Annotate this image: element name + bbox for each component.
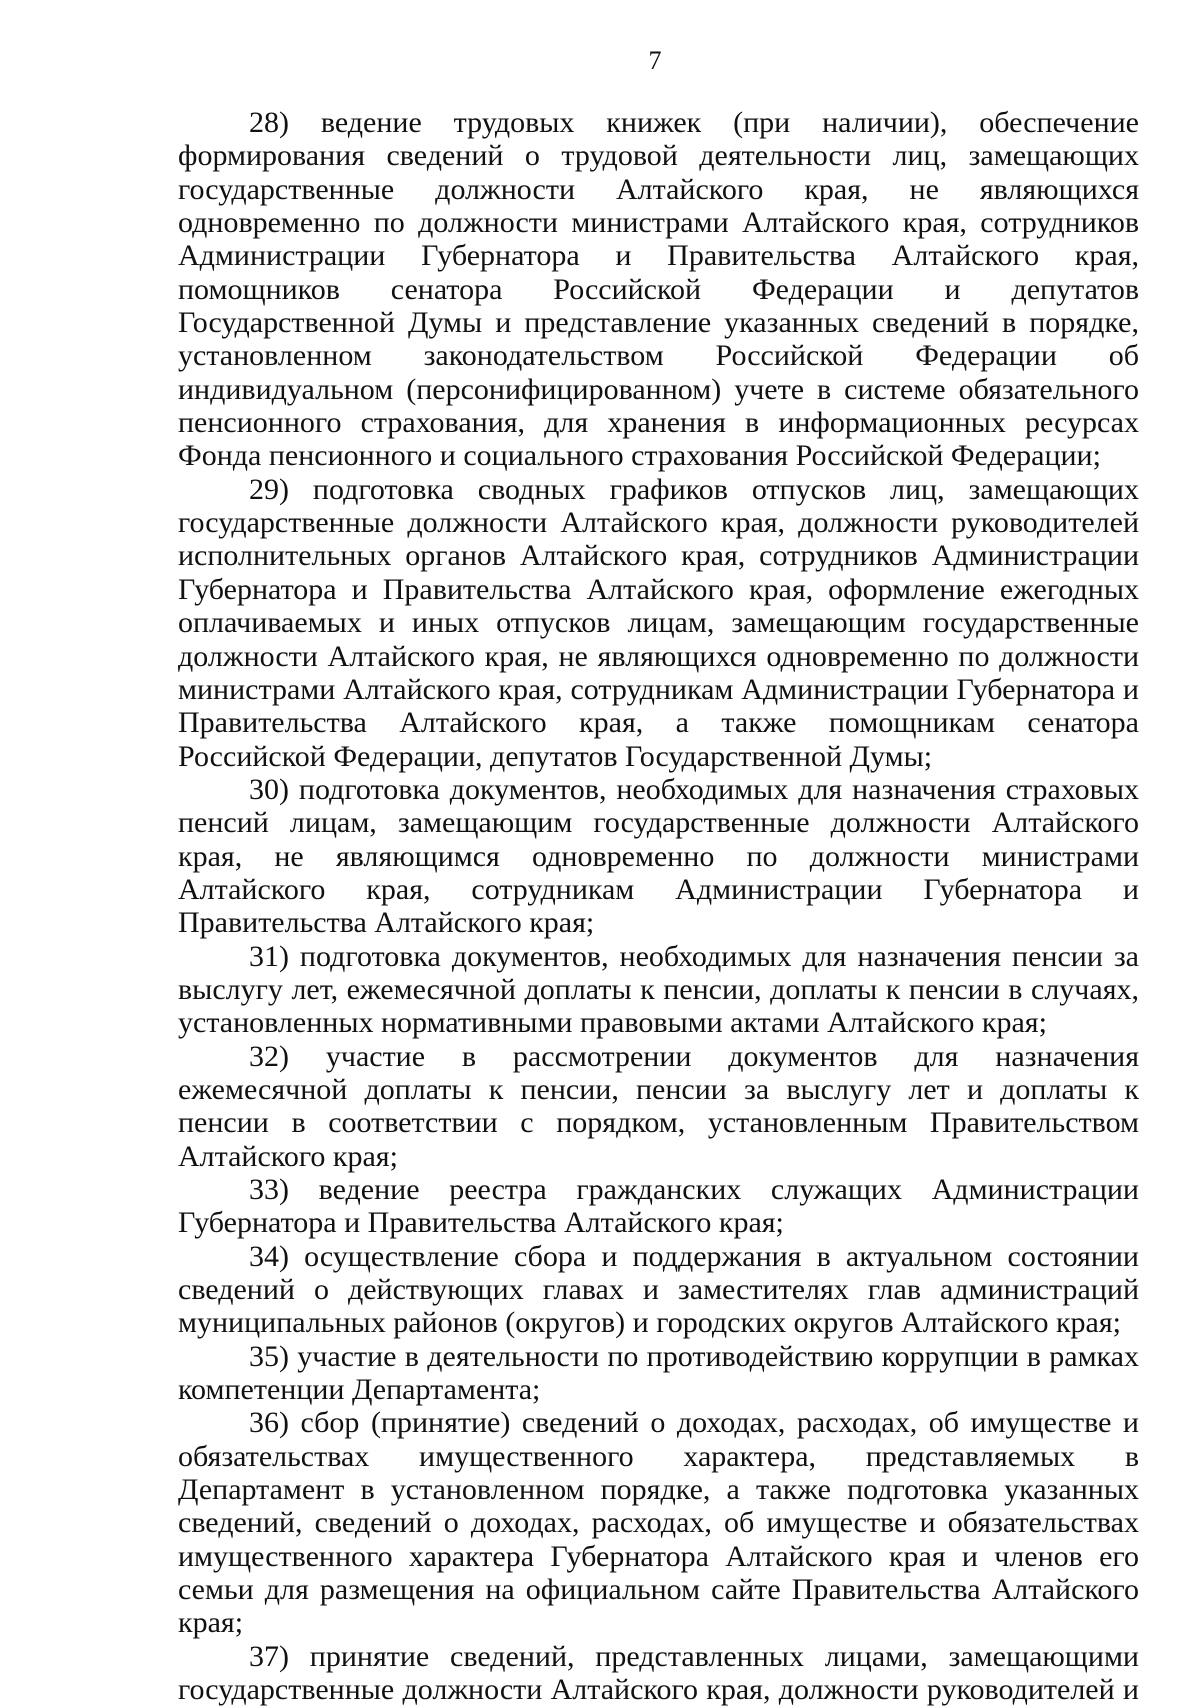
page-number: 7 [648, 46, 662, 75]
paragraph-32: 32) участие в рассмотрении документов для назначения ежемесячной доплаты к пенсии, пенсии за выслугу лет и доплаты к пенсии в соответствии с порядком, установленным Правительством Алтайского края; [178, 1039, 1139, 1173]
paragraph-37: 37) принятие сведений, представленных лицами, замещающими государственные должности Алтайского края, должности руководителей и [178, 1639, 1139, 1707]
paragraph-30: 30) подготовка документов, необходимых для назначения страховых пенсий лицам, замещающим государственные должности Алтайского края, не являющимся одновременно по должности министрами Алтайского края, сотрудникам Администрации Губернатора и Правительства Алтайского края; [178, 772, 1139, 940]
document-body [178, 106, 1139, 1707]
paragraph-35: 35) участие в деятельности по противодействию коррупции в рамках компетенции Департамента; [178, 1339, 1139, 1407]
paragraph-34: 34) осуществление сбора и поддержания в актуальном состоянии сведений о действующих главах и заместителях глав администраций муниципальных районов (округов) и городских округов Алтайского края; [178, 1239, 1139, 1340]
paragraph-36: 36) сбор (принятие) сведений о доходах, расходах, об имуществе и обязательствах имущественного характера, представляемых в Департамент в установленном порядке, а также подготовка указанных сведений, сведений о доходах, расходах, об имуществе и обязательствах имущественного характера Губернатора Алтайского края и членов его семьи для размещения на официальном сайте Правительства Алтайского края; [178, 1406, 1139, 1640]
paragraph-31: 31) подготовка документов, необходимых для назначения пенсии за выслугу лет, ежемесячной доплаты к пенсии, доплаты к пенсии в случаях, установленных нормативными правовыми актами Алтайского края; [178, 939, 1139, 1040]
paragraph-33: 33) ведение реестра гражданских служащих Администрации Губернатора и Правительства Алтайского края; [178, 1173, 1139, 1240]
paragraph-29: 29) подготовка сводных графиков отпусков лиц, замещающих государственные должности Алтайского края, должности руководителей исполнительных органов Алтайского края, сотрудников Администрации Губернатора и Правительства Алтайского края, оформление ежегодных оплачиваемых и иных отпусков лицам, замещающим государственные должности Алтайского края, не являющихся одновременно по должности министрами Алтайского края, сотрудникам Администрации Губернатора и Правительства Алтайского края, а также помощникам сенатора Российской Федерации, депутатов Государственной Думы; [178, 472, 1139, 773]
paragraph-28: 28) ведение трудовых книжек (при наличии), обеспечение формирования сведений о трудовой деятельности лиц, замещающих государственные должности Алтайского края, не являющихся одновременно по должности министрами Алтайского края, сотрудников Администрации Губернатора и Правительства Алтайского края, помощников сенатора Российской Федерации и депутатов Государственной Думы и представление указанных сведений в порядке, установленном законодательством Российской Федерации об индивидуальном (персонифицированном) учете в системе обязательного пенсионного страхования, для хранения в информационных ресурсах Фонда пенсионного и социального страхования Российской Федерации; [178, 106, 1139, 473]
